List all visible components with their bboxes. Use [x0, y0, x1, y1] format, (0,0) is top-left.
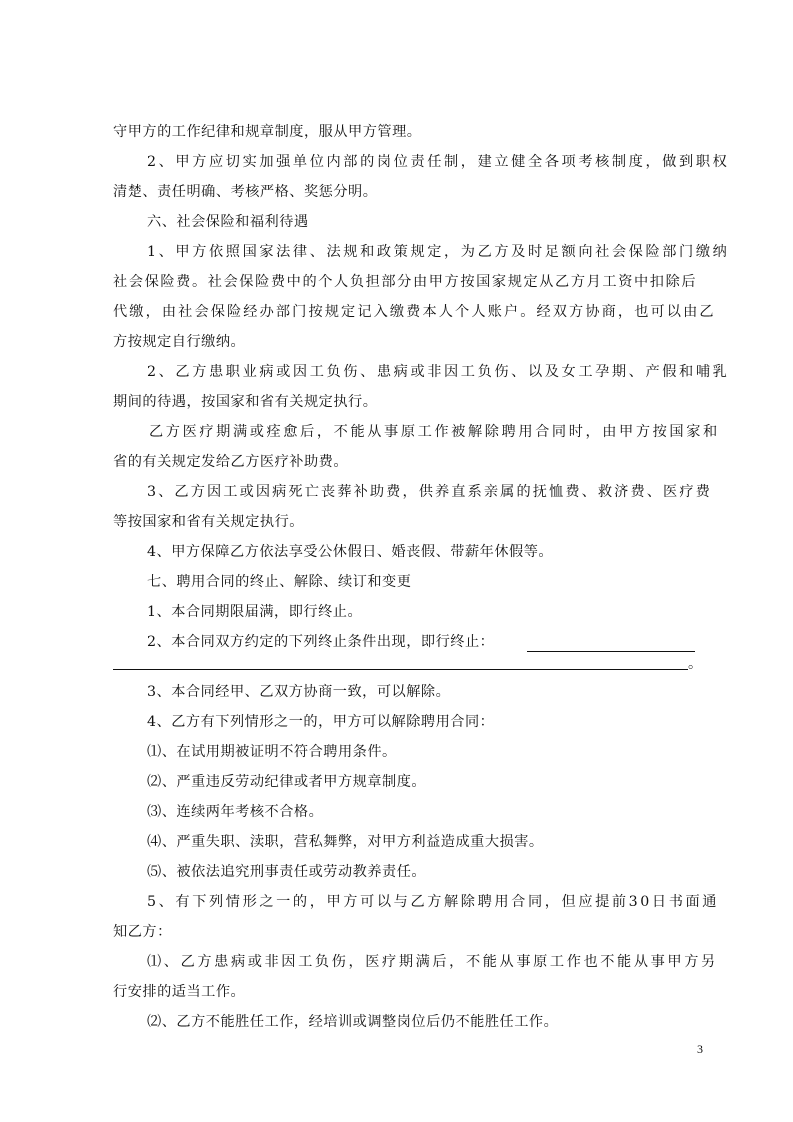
- text-line: 4、乙方有下列情形之一的，甲方可以解除聘用合同：: [147, 714, 495, 730]
- text-line: ⑴、在试用期被证明不符合聘用条件。: [147, 744, 397, 760]
- text-line: ⑴、乙方患病或非因工负伤，医疗期满后，不能从事原工作也不能从事甲方另: [147, 954, 718, 970]
- text-line: 3、本合同经甲、乙双方协商一致，可以解除。: [147, 684, 451, 700]
- text-line: 守甲方的工作纪律和规章制度，服从甲方管理。: [113, 124, 422, 140]
- text-line: ⑵、乙方不能胜任工作，经培训或调整岗位后仍不能胜任工作。: [147, 1014, 559, 1030]
- text-line: 5、有下列情形之一的，甲方可以与乙方解除聘用合同，但应提前30日书面通: [147, 894, 720, 910]
- text-line: 期间的待遇，按国家和省有关规定执行。: [113, 394, 378, 410]
- text-line: 1、本合同期限届满，即行终止。: [147, 604, 363, 620]
- text-line: 1、甲方依照国家法律、法规和政策规定，为乙方及时足额向社会保险部门缴纳: [147, 244, 730, 260]
- text-line: ⑸、被依法追究刑事责任或劳动教养责任。: [147, 864, 427, 880]
- text-line: 等按国家和省有关规定执行。: [113, 514, 304, 530]
- text-line: ⑵、严重违反劳动纪律或者甲方规章制度。: [147, 774, 427, 790]
- text-line: 2、本合同双方约定的下列终止条件出现，即行终止：: [147, 634, 495, 650]
- text-line: 2、甲方应切实加强单位内部的岗位责任制，建立健全各项考核制度，做到职权: [147, 154, 730, 170]
- text-line: 方按规定自行缴纳。: [113, 334, 246, 350]
- text-line: 4、甲方保障乙方依法享受公休假日、婚丧假、带薪年休假等。: [147, 544, 554, 560]
- text-line: 代缴，由社会保险经办部门按规定记入缴费本人个人账户。经双方协商，也可以由乙: [113, 304, 716, 320]
- page-number: 3: [697, 1042, 703, 1056]
- text-line: 社会保险费。社会保险费中的个人负担部分由甲方按国家规定从乙方月工资中扣除后: [113, 274, 698, 290]
- text-line: 知乙方：: [113, 924, 172, 940]
- text-line: 清楚、责任明确、考核严格、奖惩分明。: [113, 184, 378, 200]
- blank-fill-line: [113, 669, 688, 670]
- text-line: 省的有关规定发给乙方医疗补助费。: [113, 454, 349, 470]
- text-line: ⑶、连续两年考核不合格。: [147, 804, 324, 820]
- text-line: 乙方医疗期满或痊愈后，不能从事原工作被解除聘用合同时，由甲方按国家和: [149, 424, 720, 440]
- section-heading: 六、社会保险和福利待遇: [147, 214, 309, 230]
- section-heading: 七、聘用合同的终止、解除、续订和变更: [147, 574, 412, 590]
- text-line: ⑷、严重失职、渎职，营私舞弊，对甲方利益造成重大损害。: [147, 834, 544, 850]
- text-line: 3、乙方因工或因病死亡丧葬补助费，供养直系亲属的抚恤费、救济费、医疗费: [147, 484, 712, 500]
- blank-fill-line: [527, 651, 695, 652]
- text-line: 2、乙方患职业病或因工负伤、患病或非因工负伤、以及女工孕期、产假和哺乳: [147, 364, 730, 380]
- text-line: 。: [688, 656, 703, 672]
- text-line: 行安排的适当工作。: [113, 984, 246, 1000]
